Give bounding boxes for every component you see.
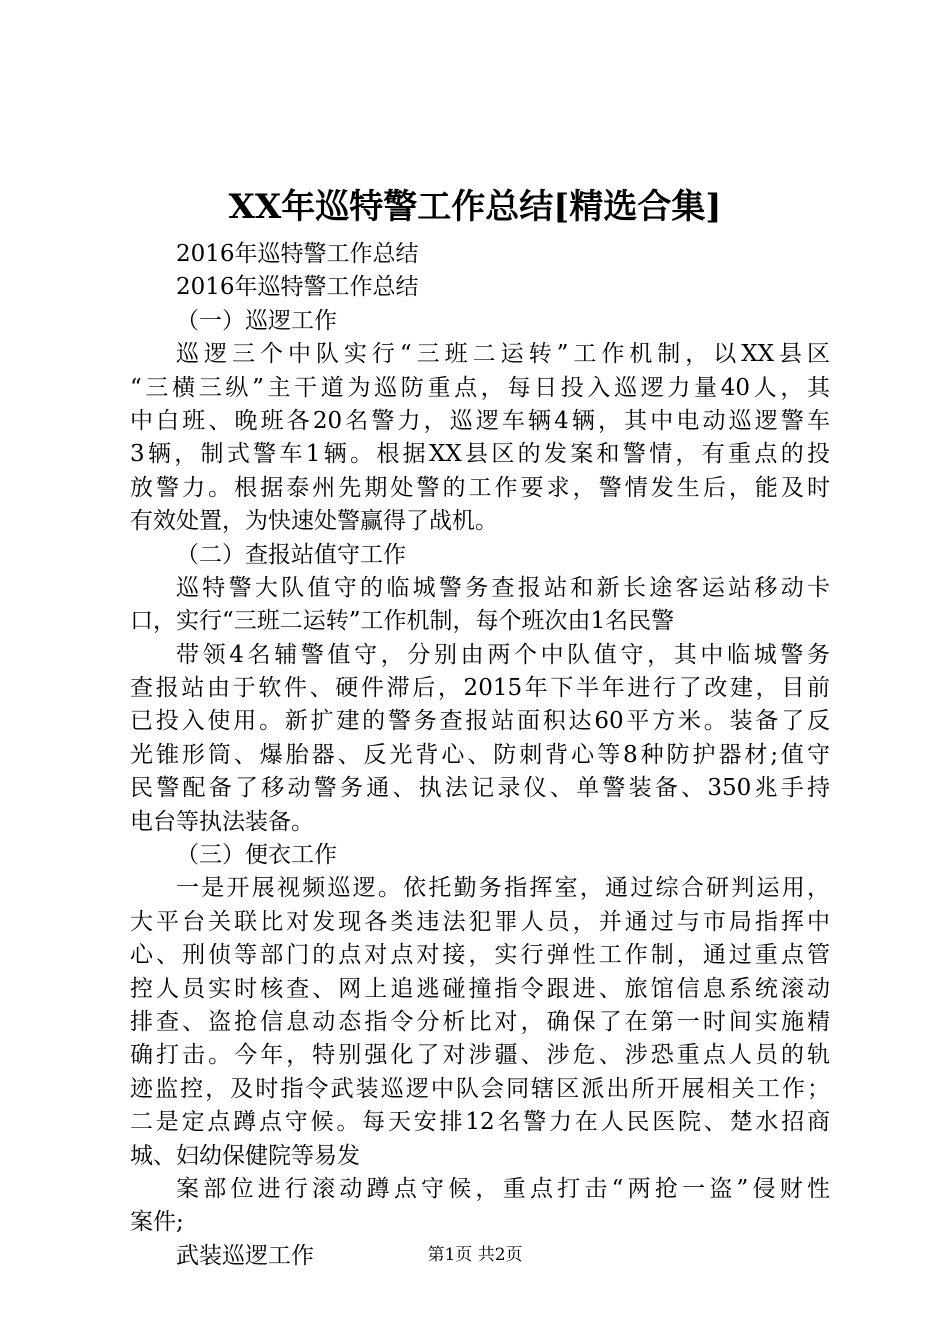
document-body	[130, 238, 830, 1273]
text-line: 已投入使用。新扩建的警务查报站面积达60平方米。装备了反	[130, 708, 830, 735]
text-line: 民警配备了移动警务通、执法记录仪、单警装备、350兆手持	[130, 775, 830, 802]
text-line: 排查、盗抢信息动态指令分析比对，确保了在第一时间实施精	[130, 1008, 830, 1035]
text-line: 口，实行“三班二运转”工作机制，每个班次由1名民警	[130, 608, 675, 635]
text-line: 电台等执法装备。	[130, 808, 314, 835]
text-line: 光锥形筒、爆胎器、反光背心、防刺背心等8种防护器材;值守	[130, 741, 830, 768]
text-line: 控人员实时核查、网上追逃碰撞指令跟进、旅馆信息系统滚动	[130, 975, 830, 1002]
text-line: 心、刑侦等部门的点对点对接，实行弹性工作制，通过重点管	[130, 942, 830, 969]
text-line: 2016年巡特警工作总结	[176, 274, 419, 301]
text-line: 查报站由于软件、硬件滞后，2015年下半年进行了改建，目前	[130, 675, 830, 702]
text-line: 中白班、晚班各20名警力，巡逻车辆4辆，其中电动巡逻警车	[130, 407, 830, 434]
text-line: 确打击。今年，特别强化了对涉疆、涉危、涉恐重点人员的轨	[130, 1042, 830, 1069]
text-line: （三）便衣工作	[176, 842, 337, 869]
text-line: “三横三纵”主干道为巡防重点，每日投入巡逻力量40人，其	[130, 374, 830, 401]
text-line: 有效处置，为快速处警赢得了战机。	[130, 508, 498, 535]
page-footer: 第1页 共2页	[427, 1245, 523, 1265]
text-line: 案部位进行滚动蹲点守候，重点打击“两抢一盗”侵财性	[176, 1175, 830, 1202]
text-line: 一是开展视频巡逻。依托勤务指挥室，通过综合研判运用，	[176, 875, 830, 902]
text-line: 放警力。根据泰州先期处警的工作要求，警情发生后，能及时	[130, 474, 830, 501]
page-title: XX年巡特警工作总结[精选合集]	[228, 187, 722, 227]
text-line: 武装巡逻工作	[176, 1242, 314, 1269]
text-line: 大平台关联比对发现各类违法犯罪人员，并通过与市局指挥中	[130, 908, 830, 935]
text-line: 巡逻三个中队实行“三班二运转”工作机制，以XX县区	[176, 341, 830, 368]
text-line: （一）巡逻工作	[176, 307, 337, 334]
text-line: 二是定点蹲点守候。每天安排12名警力在人民医院、楚水招商	[130, 1109, 830, 1136]
text-line: 3辆，制式警车1辆。根据XX县区的发案和警情，有重点的投	[130, 441, 830, 468]
text-line: 迹监控，及时指令武装巡逻中队会同辖区派出所开展相关工作；	[130, 1075, 830, 1102]
text-line: 带领4名辅警值守，分别由两个中队值守，其中临城警务	[176, 641, 830, 668]
text-line: 巡特警大队值守的临城警务查报站和新长途客运站移动卡	[176, 574, 830, 601]
text-line: （二）查报站值守工作	[176, 541, 406, 568]
text-line: 2016年巡特警工作总结	[176, 241, 419, 267]
text-line: 城、妇幼保健院等易发	[130, 1142, 360, 1169]
text-line: 案件;	[130, 1209, 184, 1236]
